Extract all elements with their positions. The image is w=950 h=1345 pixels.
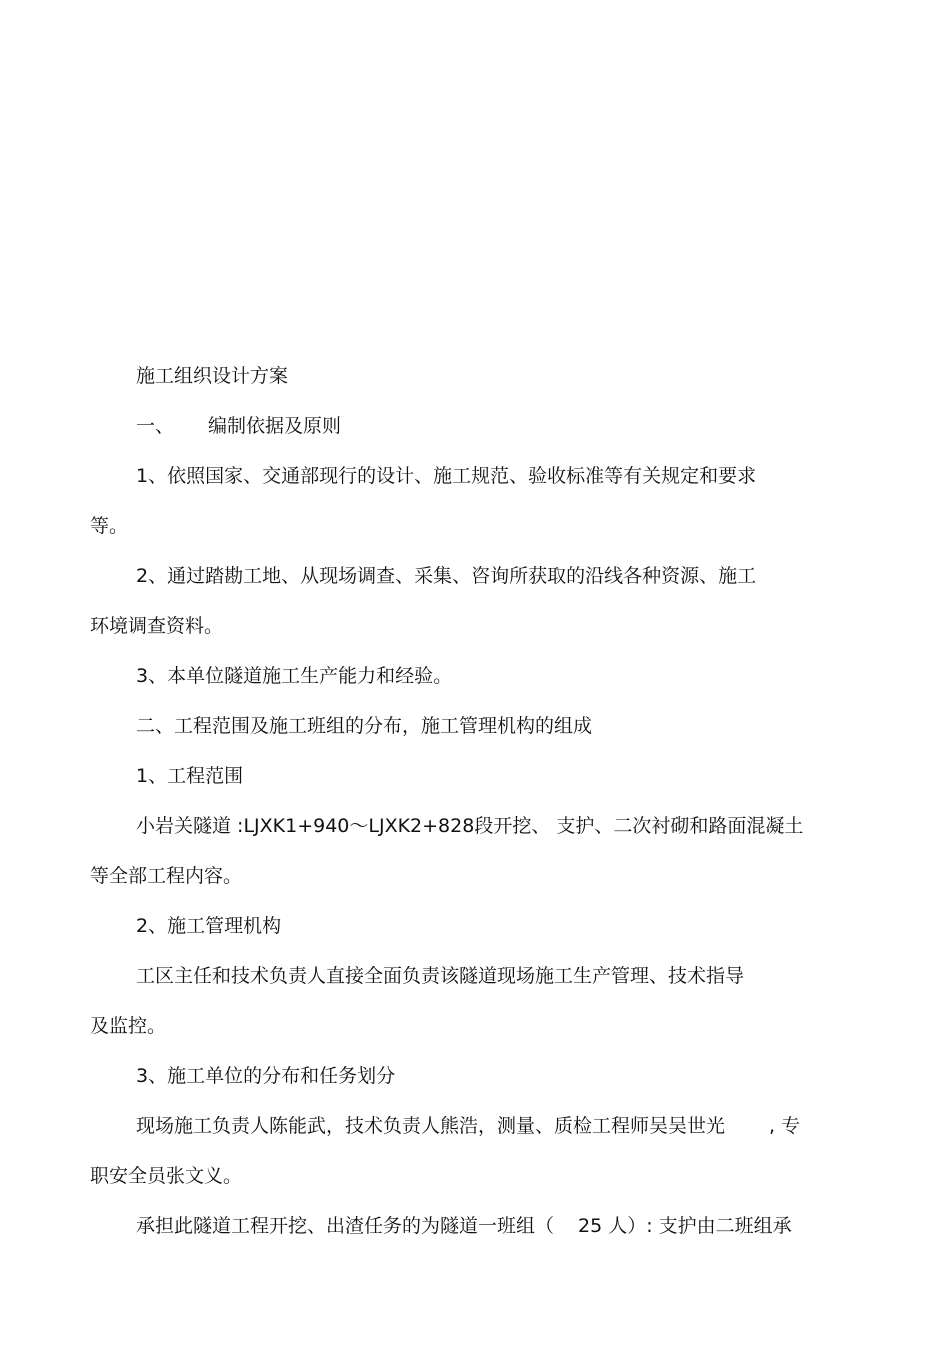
team-line-1-main: 承担此隧道工程开挖、出渣任务的为隧道一班组（ — [136, 1215, 555, 1237]
paragraph-1-line-1: 1、依照国家、交通部现行的设计、施工规范、验收标准等有关规定和要求 — [136, 465, 757, 487]
team-line-1-tail: 25 人）: 支护由二班组承 — [578, 1215, 792, 1237]
management-line-2: 及监控。 — [90, 1015, 167, 1037]
staff-line-1 — [136, 1114, 800, 1138]
scope-line-2: 等全部工程内容。 — [90, 865, 243, 887]
subsection3-heading: 3、施工单位的分布和任务划分 — [136, 1065, 396, 1087]
team-line-1 — [136, 1214, 792, 1238]
scope-line-1: 小岩关隧道 :LJXK1+940～LJXK2+828段开挖、 支护、二次衬砌和路面混凝土 — [136, 815, 804, 837]
subsection1-heading: 1、工程范围 — [136, 765, 244, 787]
staff-line-2: 职安全员张文义。 — [90, 1165, 243, 1187]
subsection2-heading: 2、施工管理机构 — [136, 915, 282, 937]
paragraph-1-line-2: 等。 — [90, 515, 129, 537]
management-line-1: 工区主任和技术负责人直接全面负责该隧道现场施工生产管理、技术指导 — [136, 965, 745, 987]
paragraph-2-line-1: 2、通过踏勘工地、从现场调查、采集、咨询所获取的沿线各种资源、施工 — [136, 565, 757, 587]
section1-heading-text: 编制依据及原则 — [208, 415, 342, 437]
document-title: 施工组织设计方案 — [136, 365, 289, 387]
paragraph-2-line-2: 环境调查资料。 — [90, 615, 224, 637]
section2-heading: 二、工程范围及施工班组的分布，施工管理机构的组成 — [136, 715, 593, 737]
staff-line-1-main: 现场施工负责人陈能武，技术负责人熊浩，测量、质检工程师吴吴世光 — [136, 1115, 726, 1137]
section1-heading-number: 一、 — [136, 415, 175, 437]
paragraph-3: 3、本单位隧道施工生产能力和经验。 — [136, 665, 453, 687]
section1-heading — [136, 414, 341, 438]
staff-line-1-tail: , 专 — [769, 1115, 801, 1137]
